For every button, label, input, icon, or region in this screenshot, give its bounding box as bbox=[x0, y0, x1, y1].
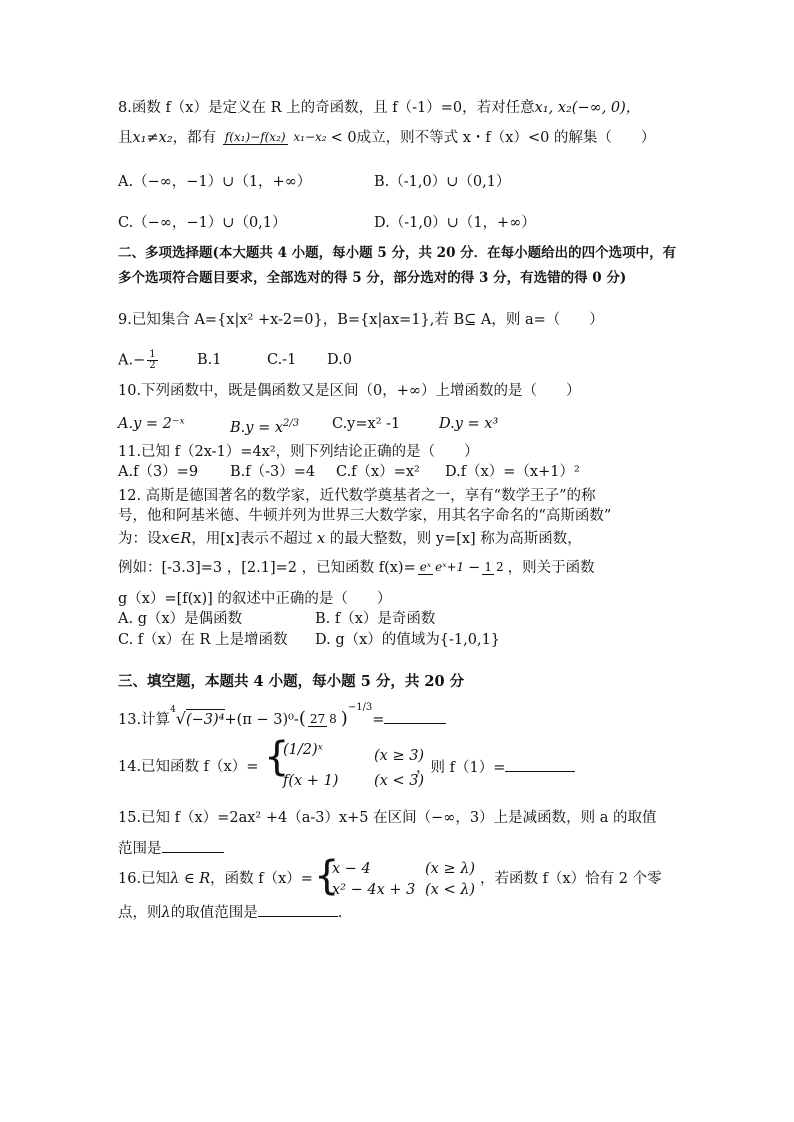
q12-line3 bbox=[118, 529, 582, 549]
q10-stem: 10.下列函数中，既是偶函数又是区间（0，+∞）上增函数的是（ ） bbox=[118, 383, 581, 399]
q12-fx-den: eˣ+1 bbox=[435, 560, 465, 574]
q16-line2-lambda: λ bbox=[161, 905, 171, 921]
q13-line bbox=[118, 702, 446, 730]
q16-case2-expr: x² − 4x + 3 bbox=[332, 882, 416, 898]
q8-frac-den: x₁−x₂ bbox=[293, 130, 327, 144]
q12-line3-b: ，用[x]表示不超过 bbox=[191, 531, 313, 547]
q12-fx-fraction bbox=[418, 561, 466, 575]
q11-option-b[interactable]: B.f（-3）=4 bbox=[230, 464, 316, 480]
q8-text-2b: ，都有 bbox=[172, 130, 217, 146]
q13-exponent: −1/3 bbox=[347, 702, 373, 713]
q12-line3-a: 为：设 bbox=[118, 531, 162, 547]
q13-radicand: (−3)⁴ bbox=[186, 709, 225, 730]
q12-line5: g（x）=[f(x)] 的叙述中正确的是（ ） bbox=[118, 591, 392, 607]
q12-line1: 12. 高斯是德国著名的数学家，近代数学奠基者之一，享有“数学王子”的称 bbox=[118, 488, 596, 504]
q16-case1-cond: (x ≥ λ) bbox=[425, 861, 476, 877]
q8-frac-num: f(x₁)−f(x₂) bbox=[224, 130, 286, 144]
q12-line2: 号，他和阿基米德、牛顿并列为世界三大数学家，用其名字命名的“高斯函数” bbox=[118, 508, 612, 524]
q16-mid: ，函数 f（x）= bbox=[210, 871, 313, 887]
q8-line2 bbox=[118, 128, 655, 148]
q8-option-b[interactable]: B.（-1,0）∪（0,1） bbox=[374, 174, 511, 190]
q13-frac-num: 27 bbox=[309, 711, 326, 726]
q8-text-1: 8.函数 f（x）是定义在 R 上的奇函数，且 f（-1）=0，若对任意 bbox=[118, 100, 535, 116]
q16-line2 bbox=[118, 902, 342, 923]
q12-minus: − bbox=[468, 560, 481, 576]
q9-option-a-fraction bbox=[147, 350, 157, 371]
q15-line2-text: 范围是 bbox=[118, 841, 162, 857]
q9-option-a[interactable] bbox=[118, 350, 160, 371]
q10-option-b-exp: 2/3 bbox=[283, 418, 300, 429]
q14-brace-icon: { bbox=[264, 734, 290, 780]
q14-answer-blank[interactable] bbox=[505, 757, 575, 772]
q15-answer-blank[interactable] bbox=[162, 838, 224, 853]
section2-heading-1: 二、多项选择题(本大题共 4 小题，每小题 5 分，共 20 分．在每小题给出的四个选项中，有 bbox=[118, 245, 677, 261]
q12-line4-b: ，则关于函数 bbox=[507, 560, 595, 576]
q8-line1 bbox=[118, 98, 640, 118]
right-paren-icon: ) bbox=[340, 707, 348, 729]
q13-fraction bbox=[308, 713, 339, 727]
q10-option-a[interactable]: A.y = 2⁻ˣ bbox=[118, 416, 185, 432]
q15-line2 bbox=[118, 838, 224, 859]
q13-equals: = bbox=[372, 711, 385, 728]
radical-icon: √ bbox=[175, 708, 186, 728]
q16-lambda: λ ∈ R bbox=[170, 871, 211, 887]
q14-case1-cond: (x ≥ 3) bbox=[374, 748, 425, 764]
q9-frac-num: 1 bbox=[149, 349, 156, 360]
q12-option-a[interactable]: A. g（x）是偶函数 bbox=[118, 611, 243, 627]
q14-prefix: 14.已知函数 f（x）= bbox=[118, 759, 259, 775]
q8-option-a[interactable]: A.（−∞，−1）∪（1，+∞） bbox=[118, 174, 312, 190]
q13-frac-den: 8 bbox=[329, 711, 337, 726]
q8-math-1: x₁, x₂(−∞, 0)， bbox=[534, 100, 641, 116]
q16-answer-blank[interactable] bbox=[258, 902, 338, 917]
q9-option-d[interactable]: D.0 bbox=[327, 352, 352, 368]
q14-suffix-line bbox=[416, 757, 575, 778]
q12-line4-a: 例如：[-3.3]=3 ，[2.1]=2 ，已知函数 f(x)= bbox=[118, 560, 416, 576]
q14-case1-expr: (1/2)ˣ bbox=[283, 742, 323, 758]
q13-mid: +(π − 3)⁰- bbox=[224, 711, 299, 728]
q9-frac-den: 2 bbox=[149, 360, 156, 371]
section2-heading-2: 多个选项符合题目要求，全部选对的得 5 分，部分选对的得 3 分，有选错的得 0 分) bbox=[118, 270, 627, 286]
q12-line4 bbox=[118, 558, 595, 578]
q16-case1-expr: x − 4 bbox=[332, 861, 371, 877]
q14-case2-cond: (x < 3) bbox=[374, 773, 425, 789]
q11-option-a[interactable]: A.f（3）=9 bbox=[118, 464, 199, 480]
q9-option-b[interactable]: B.1 bbox=[197, 352, 222, 368]
q10-option-b[interactable] bbox=[230, 414, 299, 438]
q12-fx-num: eˣ bbox=[419, 560, 432, 574]
q8-text-2a: 且 bbox=[118, 130, 133, 146]
q13-answer-blank[interactable] bbox=[384, 709, 446, 724]
q8-math-2: x₁≠x₂ bbox=[132, 130, 173, 146]
q11-stem: 11.已知 f（2x-1）=4x²，则下列结论正确的是（ ） bbox=[118, 444, 479, 460]
q14-case2-expr: f(x + 1) bbox=[283, 773, 339, 789]
q12-option-c[interactable]: C. f（x）在 R 上是增函数 bbox=[118, 632, 288, 648]
q10-option-d[interactable]: D.y = x³ bbox=[439, 416, 499, 432]
q12-line3-c: 的最大整数，则 y=[x] 称为高斯函数， bbox=[329, 531, 582, 547]
q12-half-fraction bbox=[482, 561, 505, 575]
q16-suffix: ，若函数 f（x）恰有 2 个零 bbox=[480, 871, 662, 887]
q12-option-b[interactable]: B. f（x）是奇函数 bbox=[315, 611, 436, 627]
q8-option-c[interactable]: C.（−∞，−1）∪（0,1） bbox=[118, 215, 287, 231]
q11-option-d[interactable]: D.f（x）=（x+1）² bbox=[445, 464, 580, 480]
q13-prefix: 13.计算 bbox=[118, 711, 171, 728]
section3-heading: 三、填空题，本题共 4 小题，每小题 5 分，共 20 分 bbox=[118, 673, 465, 690]
q8-text-2d: 成立，则不等式 x・f（x）<0 的解集（ ） bbox=[356, 130, 656, 146]
q12-line3-math: x∈R bbox=[161, 531, 192, 547]
q16-line1 bbox=[118, 869, 313, 889]
q15-line1: 15.已知 f（x）=2ax² +4（a-3）x+5 在区间（−∞，3）上是减函数，则 a 的取值 bbox=[118, 810, 657, 826]
q12-half-num: 1 bbox=[484, 560, 492, 574]
q16-case2-cond: (x < λ) bbox=[425, 882, 476, 898]
q14-suffix: ，则 f（1）= bbox=[416, 760, 506, 776]
q8-text-2c: < 0 bbox=[330, 130, 357, 146]
q8-fraction bbox=[223, 131, 329, 145]
q9-option-a-prefix: A.− bbox=[118, 352, 146, 369]
q13-root-index: 4 bbox=[170, 705, 176, 715]
q9-option-c[interactable]: C.-1 bbox=[267, 352, 297, 368]
q16-line2-b: 的取值范围是 bbox=[170, 905, 258, 921]
q16-line2-a: 点，则 bbox=[118, 905, 162, 921]
q10-option-c[interactable]: C.y=x² -1 bbox=[332, 416, 401, 432]
q10-option-b-base: B.y = x bbox=[230, 419, 284, 436]
q12-line3-x: x bbox=[316, 531, 326, 547]
q16-prefix: 16.已知 bbox=[118, 871, 171, 887]
q16-period: . bbox=[337, 905, 343, 921]
q16-brace-icon: { bbox=[314, 853, 340, 899]
q8-option-d[interactable]: D.（-1,0）∪（1，+∞） bbox=[374, 215, 536, 231]
q9-stem: 9.已知集合 A={x|x² +x-2=0}，B={x|ax=1},若 B⊆ A，则 a=（ ） bbox=[118, 312, 604, 328]
q12-half-den: 2 bbox=[495, 560, 504, 574]
q12-option-d[interactable]: D. g（x）的值域为{-1,0,1} bbox=[315, 632, 501, 648]
left-paren-icon: ( bbox=[298, 707, 306, 729]
q11-option-c[interactable]: C.f（x）=x² bbox=[336, 464, 420, 480]
